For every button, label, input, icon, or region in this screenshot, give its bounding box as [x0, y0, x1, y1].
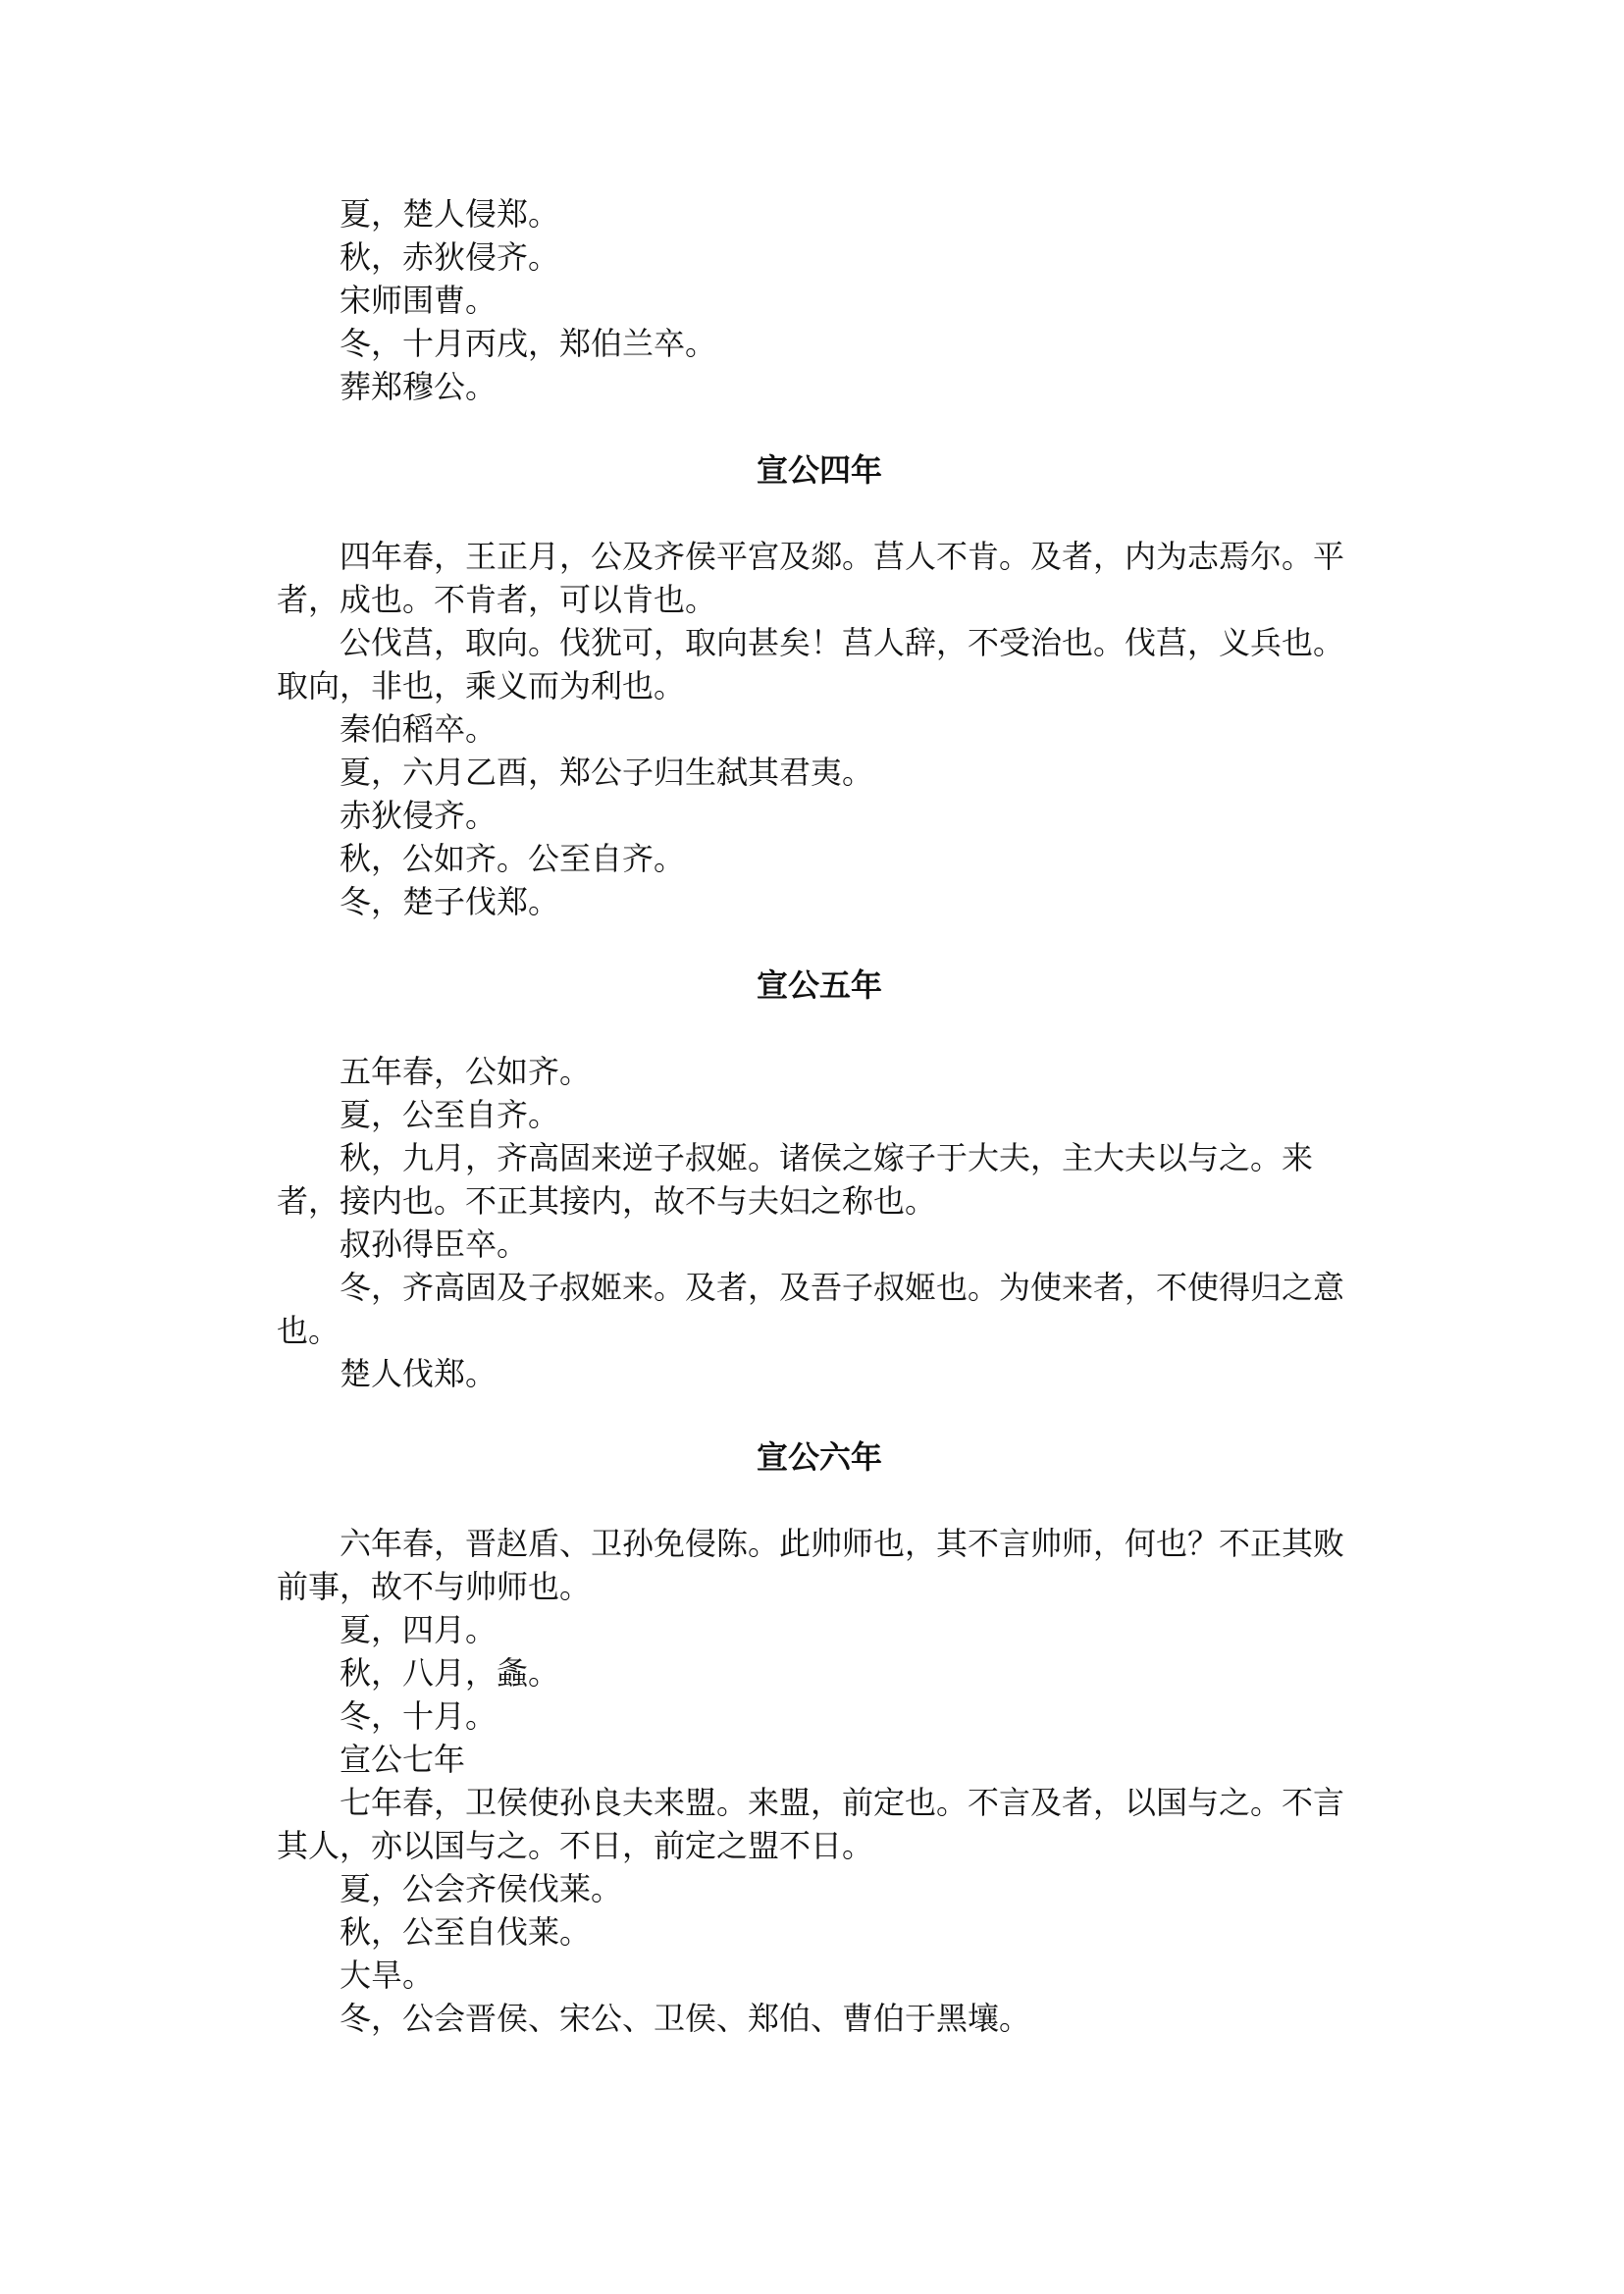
paragraph: 叔孙得臣卒。	[340, 1225, 529, 1263]
paragraph: 六年春，晋赵盾、卫孙免侵陈。此帅师也，其不言帅师，何也？不正其败前事，故不与帅师也。	[277, 1525, 1345, 1605]
paragraph: 秋，公如齐。公至自齐。	[340, 840, 686, 877]
paragraph: 五年春，公如齐。	[340, 1053, 592, 1090]
paragraph: 秋，九月，齐高固来逆子叔姬。诸侯之嫁子于大夫，主大夫以与之。来者，接内也。不正其接内，故不与夫妇之称也。	[277, 1139, 1314, 1220]
paragraph: 夏，六月乙酉，郑公子归生弑其君夷。	[340, 754, 874, 791]
paragraph: 夏，楚人侵郑。	[340, 195, 560, 233]
paragraph: 冬，十月。	[340, 1697, 498, 1735]
paragraph: 冬，公会晋侯、宋公、卫侯、郑伯、曹伯于黑壤。	[340, 2000, 1031, 2037]
paragraph: 大旱。	[340, 1956, 435, 1994]
paragraph: 夏，四月。	[340, 1611, 498, 1648]
paragraph: 公伐莒，取向。伐犹可，取向甚矣！莒人辞，不受治也。伐莒，义兵也。取向，非也，乘义而为利也。	[277, 624, 1345, 704]
paragraph: 七年春，卫侯使孙良夫来盟。来盟，前定也。不言及者，以国与之。不言其人，亦以国与之。不日，前定之盟不日。	[277, 1784, 1345, 1864]
paragraph: 四年春，王正月，公及齐侯平宫及郯。莒人不肯。及者，内为志焉尔。平者，成也。不肯者，可以肯也。	[277, 538, 1345, 618]
section-heading-year-5: 宣公五年	[756, 966, 882, 1004]
paragraph: 冬，十月丙戌，郑伯兰卒。	[340, 325, 717, 362]
document-page	[277, 192, 1370, 2040]
paragraph: 秦伯稻卒。	[340, 710, 498, 748]
inline-section-title-year-7: 宣公七年	[340, 1741, 466, 1778]
paragraph: 冬，齐高固及子叔姬来。及者，及吾子叔姬也。为使来者，不使得归之意也。	[277, 1269, 1345, 1349]
paragraph: 葬郑穆公。	[340, 368, 498, 405]
paragraph: 夏，公至自齐。	[340, 1096, 560, 1133]
paragraph: 冬，楚子伐郑。	[340, 883, 560, 920]
paragraph: 楚人伐郑。	[340, 1355, 498, 1392]
paragraph: 秋，公至自伐莱。	[340, 1913, 592, 1951]
paragraph: 赤狄侵齐。	[340, 797, 498, 834]
paragraph: 夏，公会齐侯伐莱。	[340, 1870, 623, 1907]
paragraph: 宋师围曹。	[340, 282, 498, 319]
section-heading-year-6: 宣公六年	[756, 1438, 882, 1476]
section-heading-year-4: 宣公四年	[756, 451, 882, 489]
paragraph: 秋，八月，螽。	[340, 1654, 560, 1692]
paragraph: 秋，赤狄侵齐。	[340, 238, 560, 276]
